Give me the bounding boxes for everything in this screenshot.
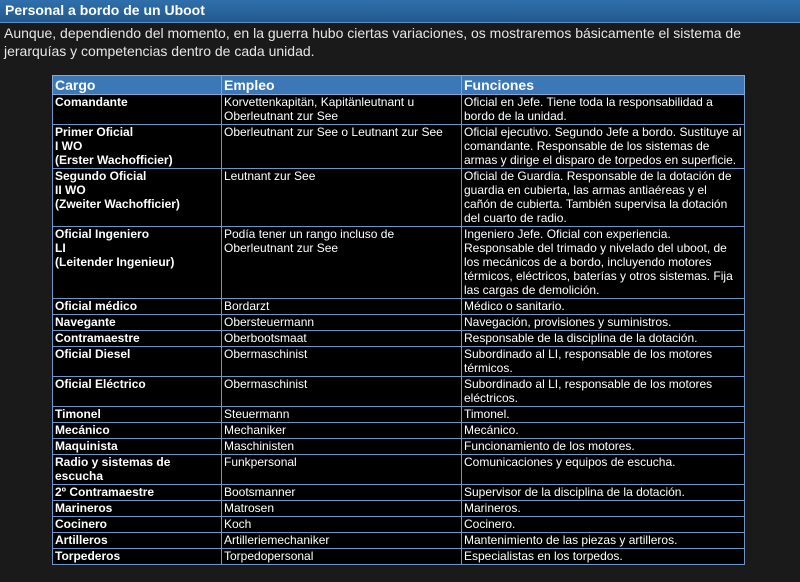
cell-funciones: Subordinado al LI, responsable de los motores térmicos. bbox=[462, 347, 745, 377]
cargo-line: I WO bbox=[55, 139, 83, 153]
cargo-line: Oficial Diesel bbox=[55, 347, 131, 361]
cell-cargo bbox=[53, 423, 222, 439]
cell-funciones: Oficial de Guardia. Responsable de la dotación de guardia en cubierta, las armas antiaéreas y el cañón de cubierta. También supervisa la dotación del cuarto de radio. bbox=[462, 169, 745, 227]
cell-funciones: Oficial en Jefe. Tiene toda la responsabilidad a bordo de la unidad. bbox=[462, 95, 745, 125]
cargo-line: Primer Oficial bbox=[55, 125, 134, 139]
table-row bbox=[53, 95, 745, 125]
cell-cargo bbox=[53, 331, 222, 347]
table-row bbox=[53, 517, 745, 533]
table-row bbox=[53, 501, 745, 517]
cell-empleo: Artilleriemechaniker bbox=[222, 533, 462, 549]
cell-funciones: Comunicaciones y equipos de escucha. bbox=[462, 455, 745, 485]
cargo-line: 2º Contramaestre bbox=[55, 485, 155, 499]
table-row bbox=[53, 315, 745, 331]
cargo-line: Timonel bbox=[55, 407, 101, 421]
cell-funciones: Funcionamiento de los motores. bbox=[462, 439, 745, 455]
cargo-line: Contramaestre bbox=[55, 331, 140, 345]
cell-empleo: Podía tener un rango incluso de Oberleutnant zur See bbox=[222, 227, 462, 299]
cell-funciones: Marineros. bbox=[462, 501, 745, 517]
table-row bbox=[53, 347, 745, 377]
cell-cargo bbox=[53, 485, 222, 501]
table-row bbox=[53, 549, 745, 565]
cell-cargo bbox=[53, 315, 222, 331]
table-row bbox=[53, 331, 745, 347]
table-row bbox=[53, 533, 745, 549]
cell-empleo: Bootsmanner bbox=[222, 485, 462, 501]
table-body bbox=[53, 95, 745, 565]
cell-cargo bbox=[53, 299, 222, 315]
cell-empleo: Maschinisten bbox=[222, 439, 462, 455]
cargo-line: LI bbox=[55, 241, 66, 255]
cell-cargo bbox=[53, 501, 222, 517]
header-bar bbox=[0, 0, 800, 23]
column-header-funciones: Funciones bbox=[462, 76, 745, 95]
cell-funciones: Supervisor de la disciplina de la dotación. bbox=[462, 485, 745, 501]
cell-cargo bbox=[53, 407, 222, 423]
cargo-line: (Zweiter Wachofficier) bbox=[55, 197, 180, 211]
cargo-line: Artilleros bbox=[55, 533, 108, 547]
cell-empleo: Funkpersonal bbox=[222, 455, 462, 485]
cargo-line: Navegante bbox=[55, 315, 116, 329]
cell-empleo: Leutnant zur See bbox=[222, 169, 462, 227]
cargo-line: Radio y sistemas de escucha bbox=[55, 455, 171, 483]
table-row bbox=[53, 169, 745, 227]
cell-empleo: Steuermann bbox=[222, 407, 462, 423]
cell-empleo: Mechaniker bbox=[222, 423, 462, 439]
cell-empleo: Oberleutnant zur See o Leutnant zur See bbox=[222, 125, 462, 169]
cell-funciones: Oficial ejecutivo. Segundo Jefe a bordo. Sustituye al comandante. Responsable de los sistemas de armas y dirige el disparo de torpedos en superficie. bbox=[462, 125, 745, 169]
table-row bbox=[53, 299, 745, 315]
table-row bbox=[53, 455, 745, 485]
cell-funciones: Médico o sanitario. bbox=[462, 299, 745, 315]
cell-cargo bbox=[53, 455, 222, 485]
cell-cargo bbox=[53, 439, 222, 455]
crew-table-container bbox=[52, 75, 744, 565]
table-row bbox=[53, 377, 745, 407]
cell-cargo bbox=[53, 533, 222, 549]
column-header-cargo: Cargo bbox=[53, 76, 222, 95]
cell-empleo: Oberbootsmaat bbox=[222, 331, 462, 347]
cargo-line: Segundo Oficial bbox=[55, 169, 147, 183]
cargo-line: Cocinero bbox=[55, 517, 108, 531]
page-title: Personal a bordo de un Uboot bbox=[5, 2, 205, 18]
cargo-line: Oficial Ingeniero bbox=[55, 227, 150, 241]
cargo-line: Oficial médico bbox=[55, 299, 138, 313]
cell-funciones: Mantenimiento de las piezas y artilleros. bbox=[462, 533, 745, 549]
cargo-line: Oficial Eléctrico bbox=[55, 377, 146, 391]
cell-funciones: Navegación, provisiones y suministros. bbox=[462, 315, 745, 331]
cell-empleo: Torpedopersonal bbox=[222, 549, 462, 565]
column-header-empleo: Empleo bbox=[222, 76, 462, 95]
cargo-line: Comandante bbox=[55, 95, 128, 109]
table-row bbox=[53, 423, 745, 439]
cell-empleo: Obermaschinist bbox=[222, 347, 462, 377]
cell-empleo: Korvettenkapitän, Kapitänleutnant u Oberleutnant zur See bbox=[222, 95, 462, 125]
cell-funciones: Subordinado al LI, responsable de los motores eléctricos. bbox=[462, 377, 745, 407]
cargo-line: Maquinista bbox=[55, 439, 118, 453]
intro-paragraph: Aunque, dependiendo del momento, en la guerra hubo ciertas variaciones, os mostraremos básicamente el sistema de jerarquías y competencias dentro de cada unidad. bbox=[4, 25, 741, 59]
cell-empleo: Bordarzt bbox=[222, 299, 462, 315]
cell-cargo bbox=[53, 347, 222, 377]
cell-funciones: Mecánico. bbox=[462, 423, 745, 439]
cell-cargo bbox=[53, 95, 222, 125]
cell-empleo: Obermaschinist bbox=[222, 377, 462, 407]
table-row bbox=[53, 125, 745, 169]
table-row bbox=[53, 227, 745, 299]
cell-cargo bbox=[53, 169, 222, 227]
cargo-line: (Erster Wachofficier) bbox=[55, 153, 173, 167]
cell-funciones: Cocinero. bbox=[462, 517, 745, 533]
cargo-line: II WO bbox=[55, 183, 86, 197]
cell-empleo: Matrosen bbox=[222, 501, 462, 517]
cell-funciones: Ingeniero Jefe. Oficial con experiencia. Responsable del trimado y nivelado del uboot, de los mecánicos de a bordo, incluyendo motores térmicos, eléctricos, baterías y otros sistemas. Fija las cargas de demolición. bbox=[462, 227, 745, 299]
table-row bbox=[53, 485, 745, 501]
cell-cargo bbox=[53, 125, 222, 169]
cell-cargo bbox=[53, 227, 222, 299]
cell-cargo bbox=[53, 377, 222, 407]
cargo-line: (Leitender Ingenieur) bbox=[55, 255, 175, 269]
table-row bbox=[53, 439, 745, 455]
cargo-line: Mecánico bbox=[55, 423, 110, 437]
table-row bbox=[53, 407, 745, 423]
table-header-row bbox=[53, 76, 745, 95]
crew-table bbox=[52, 75, 745, 565]
cargo-line: Torpederos bbox=[55, 549, 121, 563]
cell-empleo: Obersteuermann bbox=[222, 315, 462, 331]
cell-funciones: Responsable de la disciplina de la dotación. bbox=[462, 331, 745, 347]
cell-empleo: Koch bbox=[222, 517, 462, 533]
cell-funciones: Especialistas en los torpedos. bbox=[462, 549, 745, 565]
cell-cargo bbox=[53, 549, 222, 565]
cell-funciones: Timonel. bbox=[462, 407, 745, 423]
cargo-line: Marineros bbox=[55, 501, 113, 515]
cell-cargo bbox=[53, 517, 222, 533]
